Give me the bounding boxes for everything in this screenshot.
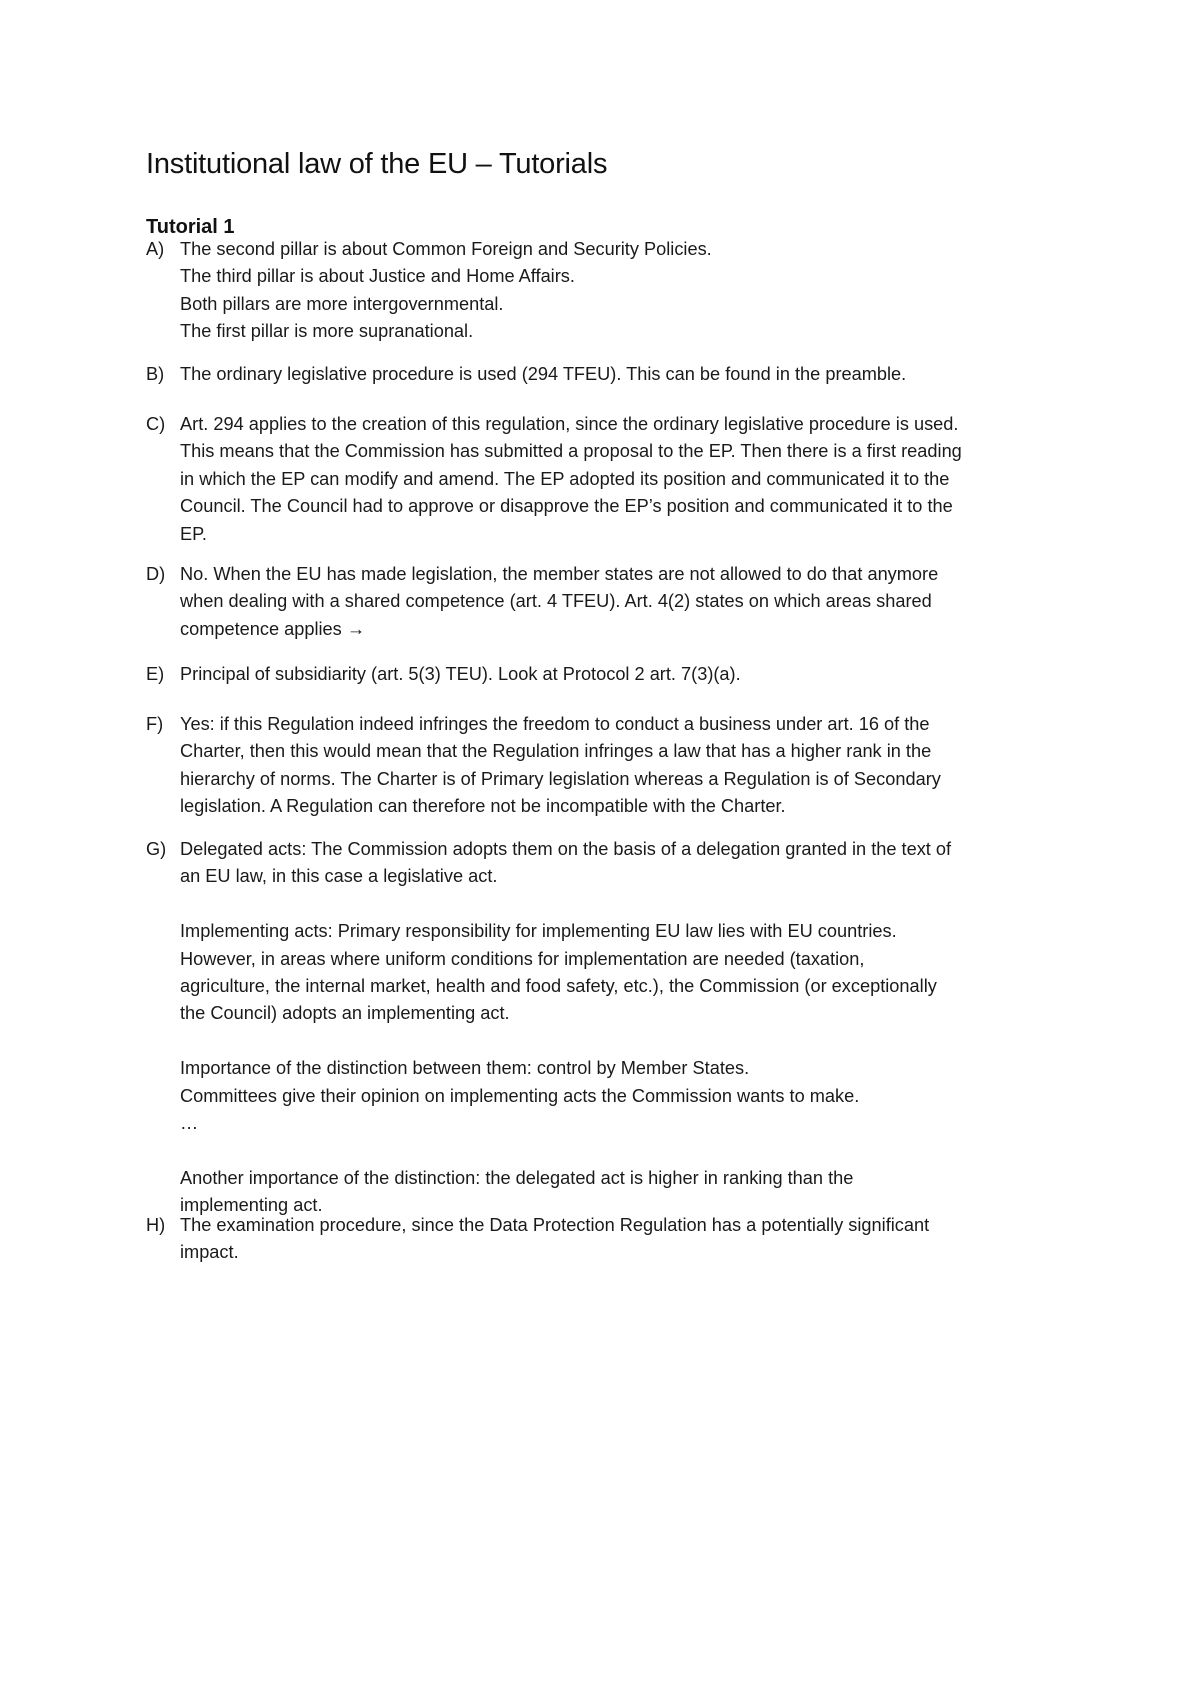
answer-letter: C) [146, 414, 166, 434]
tutorial-heading: Tutorial 1 [146, 216, 235, 238]
answer-line: EP. [180, 523, 207, 544]
answer-item [146, 561, 1066, 643]
answer-line: Committees give their opinion on implementing acts the Commission wants to make. [180, 1085, 860, 1106]
answer-line: implementing act. [180, 1195, 323, 1216]
answer-line: Principal of subsidiarity (art. 5(3) TEU). Look at Protocol 2 art. 7(3)(a). [180, 664, 741, 684]
answer-line: Yes: if this Regulation indeed infringes the freedom to conduct a business under art. 16 of the [180, 714, 930, 734]
answer-line: Art. 294 applies to the creation of this regulation, since the ordinary legislative procedure is used. [180, 414, 959, 434]
answer-line: Implementing acts: Primary responsibility for implementing EU law lies with EU countries. [180, 921, 897, 942]
answer-letter: G) [146, 839, 167, 859]
answer-line: Charter, then this would mean that the Regulation infringes a law that has a higher rank in the [180, 741, 932, 762]
answer-line: This means that the Commission has submitted a proposal to the EP. Then there is a first reading [180, 441, 962, 462]
answer-text [180, 661, 1066, 688]
answer-letter: A) [146, 239, 165, 259]
answer-line: the Council) adopts an implementing act. [180, 1003, 510, 1024]
answer-letter: B) [146, 364, 165, 384]
answer-line: Importance of the distinction between them: control by Member States. [180, 1058, 750, 1079]
answer-line: The second pillar is about Common Foreign and Security Policies. [180, 239, 712, 259]
answer-line: … [180, 1113, 199, 1134]
paragraph-gap [180, 891, 1066, 918]
answer-item [146, 1212, 1066, 1267]
answer-line: Another importance of the distinction: the delegated act is higher in ranking than the [180, 1167, 854, 1188]
answer-line: hierarchy of norms. The Charter is of Primary legislation whereas a Regulation is of Secondary [180, 768, 941, 789]
answer-letter: H) [146, 1215, 166, 1235]
answer-item [146, 661, 1066, 688]
answer-line: The third pillar is about Justice and Home Affairs. [180, 266, 575, 287]
answer-text [180, 411, 1066, 548]
answer-line: Council. The Council had to approve or disapprove the EP’s position and communicated it to the [180, 496, 953, 517]
answer-line: However, in areas where uniform conditions for implementation are needed (taxation, [180, 948, 865, 969]
answer-text [180, 836, 1066, 1220]
answer-letter: F) [146, 714, 164, 734]
answer-text [180, 361, 1066, 388]
answer-text [180, 711, 1066, 821]
answer-line: an EU law, in this case a legislative act. [180, 866, 498, 887]
answer-line: legislation. A Regulation can therefore not be incompatible with the Charter. [180, 796, 786, 817]
answer-line: agriculture, the internal market, health and food safety, etc.), the Commission (or exceptionally [180, 976, 937, 997]
answer-text [180, 236, 1066, 346]
document-title: Institutional law of the EU – Tutorials [146, 148, 608, 180]
answer-item [146, 236, 1066, 346]
answer-line: The ordinary legislative procedure is used (294 TFEU). This can be found in the preamble. [180, 364, 907, 384]
answer-line: in which the EP can modify and amend. The EP adopted its position and communicated it to the [180, 468, 950, 489]
answer-line: impact. [180, 1242, 239, 1263]
answer-item [146, 711, 1066, 821]
answer-letter: D) [146, 564, 166, 584]
answer-text [180, 561, 1066, 643]
answer-line: The examination procedure, since the Data Protection Regulation has a potentially significant [180, 1215, 930, 1235]
paragraph-gap [180, 1028, 1066, 1055]
answer-item [146, 411, 1066, 548]
answer-line: No. When the EU has made legislation, the member states are not allowed to do that anymore [180, 564, 939, 584]
answer-line: when dealing with a shared competence (art. 4 TFEU). Art. 4(2) states on which areas shared [180, 591, 932, 612]
answer-text [180, 1212, 1066, 1267]
answer-line: Delegated acts: The Commission adopts them on the basis of a delegation granted in the text of [180, 839, 952, 859]
answer-line: Both pillars are more intergovernmental. [180, 293, 504, 314]
answer-letter: E) [146, 664, 165, 684]
answer-item [146, 361, 1066, 388]
paragraph-gap [180, 1137, 1066, 1164]
answer-line: competence applies → [180, 618, 366, 639]
answer-item [146, 836, 1066, 1220]
answer-line: The first pillar is more supranational. [180, 321, 474, 342]
